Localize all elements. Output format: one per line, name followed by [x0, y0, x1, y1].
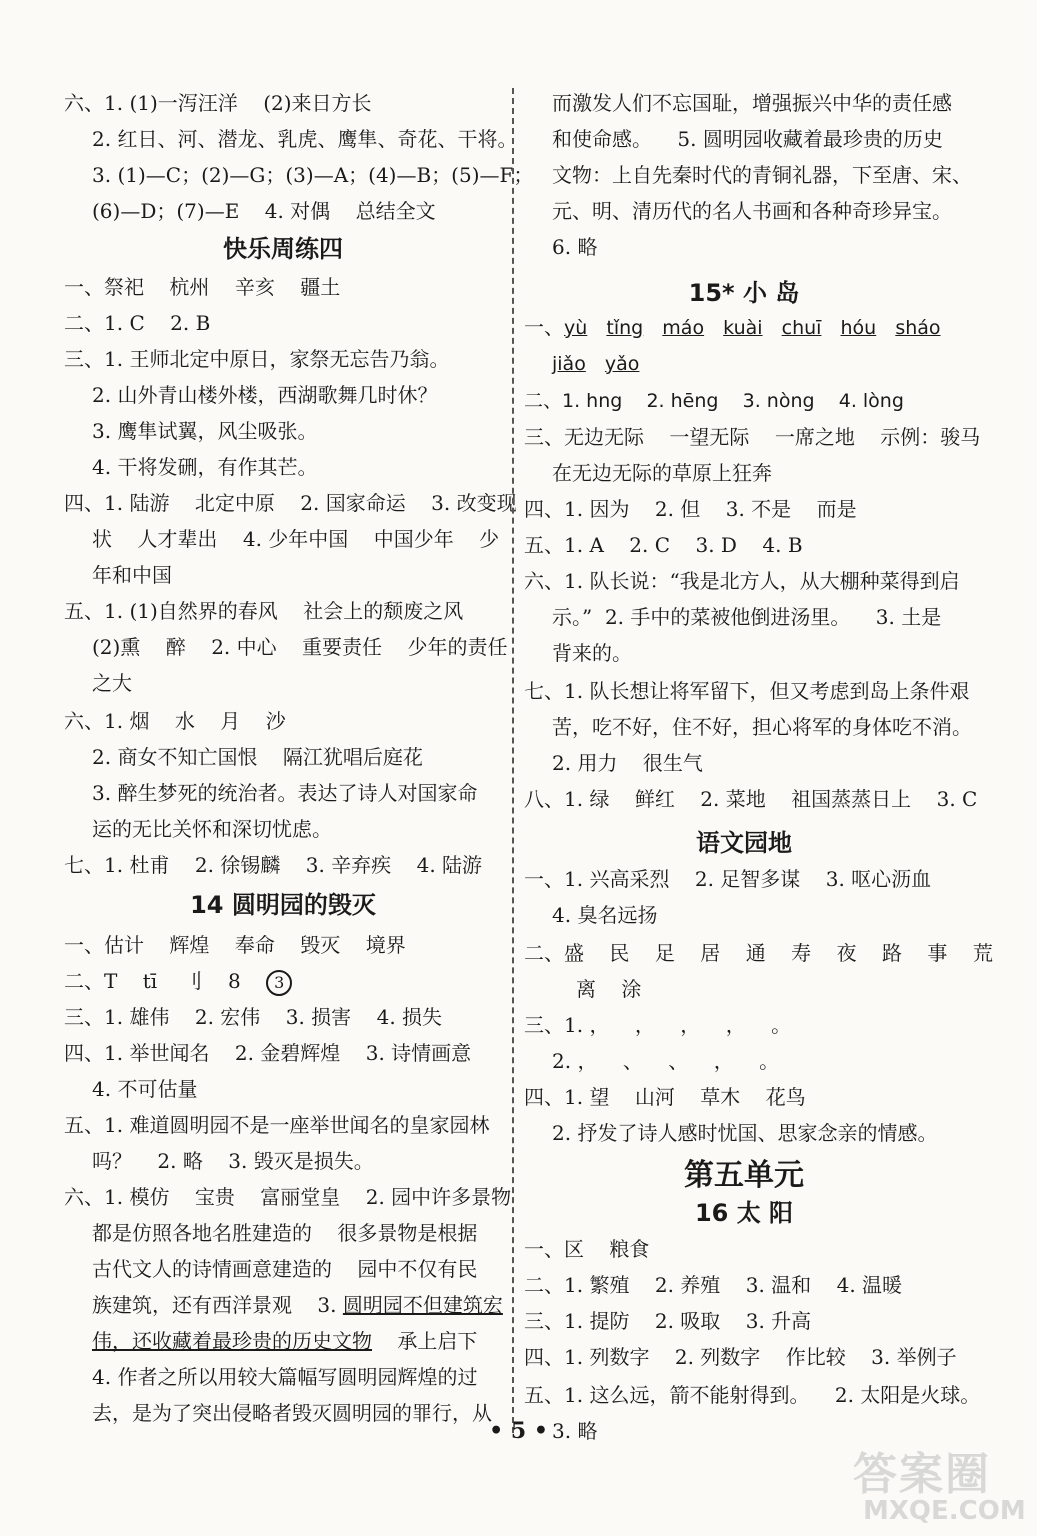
answer-line: 七、1. 队长想让将军留下，但又考虑到岛上条件艰	[524, 679, 970, 703]
answer-line: 4. 臭名远扬	[552, 903, 658, 927]
answer-line: 离 涂	[576, 977, 642, 1001]
answer-line: 吗？ 2. 略 3. 毁灭是损失。	[92, 1149, 374, 1173]
answer-line: 4. 作者之所以用较大篇幅写圆明园辉煌的过	[92, 1365, 478, 1389]
lesson-heading: 14 圆明园的毁灭	[190, 891, 376, 919]
answer-line: 2. 山外青山楼外楼，西湖歌舞几时休？	[92, 383, 438, 407]
watermark-url: MXQE.COM	[863, 1496, 1026, 1526]
answer-line: 背来的。	[552, 641, 632, 665]
answer-line: 三、1. 提防 2. 吸取 3. 升高	[524, 1309, 812, 1333]
answer-line: 六、1. 模仿 宝贵 富丽堂皇 2. 园中许多景物	[64, 1185, 512, 1209]
answer-line: 五、1. (1)自然界的春风 社会上的颓废之风	[64, 599, 464, 623]
answer-line: 六、1. 队长说：“我是北方人，从大棚种菜得到启	[524, 569, 960, 593]
answer-line: 年和中国	[92, 563, 172, 587]
answer-line: 二、1. hng 2. hēng 3. nòng 4. lòng	[524, 390, 904, 412]
answer-line	[64, 966, 292, 996]
section-heading: 语文园地	[696, 829, 792, 857]
answer-line: 2. ， 、 、 ， 。	[552, 1049, 780, 1073]
answer-text: 族建筑，还有西洋景观 3.	[92, 1293, 343, 1317]
pinyin-answer: hóu	[840, 317, 877, 339]
answer-line: 3. 醉生梦死的统治者。表达了诗人对国家命	[92, 781, 478, 805]
answer-line: 四、1. 举世闻名 2. 金碧辉煌 3. 诗情画意	[64, 1041, 472, 1065]
answer-line: 二、1. 繁殖 2. 养殖 3. 温和 4. 温暖	[524, 1273, 903, 1297]
answer-line: 6. 略	[552, 235, 598, 259]
answer-line: 文物：上自先秦时代的青铜礼器，下至唐、宋、	[552, 163, 972, 187]
lesson-heading: 15* 小 岛	[688, 279, 800, 307]
answer-line: 去，是为了突出侵略者毁灭圆明园的罪行，从	[92, 1401, 492, 1425]
underlined-answer: 伟，还收藏着最珍贵的历史文物	[92, 1329, 372, 1353]
answer-line: 三、1. 王师北定中原日，家祭无忘告乃翁。	[64, 347, 450, 371]
answer-line: (2)熏 醉 2. 中心 重要责任 少年的责任	[92, 635, 508, 659]
pinyin-answer: máo	[662, 317, 705, 339]
pinyin-answer: jiǎo	[552, 353, 586, 375]
answer-line: 三、1. 雄伟 2. 宏伟 3. 损害 4. 损失	[64, 1005, 443, 1029]
unit-heading: 第五单元	[684, 1158, 804, 1193]
answer-line: 之大	[92, 671, 132, 695]
answer-line: 五、1. A 2. C 3. D 4. B	[524, 533, 803, 557]
answer-line: 4. 干将发硎，有作其芒。	[92, 455, 318, 479]
answer-line: 和使命感。 5. 圆明园收藏着最珍贵的历史	[552, 127, 943, 151]
answer-line: 3. 略	[552, 1419, 598, 1443]
answer-line: 六、1. (1)一泻汪洋 (2)来日方长	[64, 91, 372, 115]
answer-line: 四、1. 陆游 北定中原 2. 国家命运 3. 改变现	[64, 491, 517, 515]
answer-line: 2. 商女不知亡国恨 隔江犹唱后庭花	[92, 745, 423, 769]
watermark-logo: 答案圈	[853, 1449, 991, 1500]
pinyin-line	[524, 312, 941, 343]
circled-number: 3	[266, 970, 292, 996]
answer-line: 二、盛 民 足 居 通 寿 夜 路 事 荒	[524, 941, 993, 965]
column-divider	[512, 88, 514, 1433]
section-heading: 快乐周练四	[223, 235, 343, 263]
answer-line: 一、1. 兴高采烈 2. 足智多谋 3. 呕心沥血	[524, 867, 932, 891]
answer-line: 苦，吃不好，住不好，担心将军的身体吃不消。	[552, 715, 972, 739]
answer-line: 运的无比关怀和深切忧虑。	[92, 817, 332, 841]
answer-line: 2. 红日、河、潜龙、乳虎、鹰隼、奇花、干将。	[92, 127, 518, 151]
pinyin-answer: sháo	[895, 317, 941, 339]
answer-line: 四、1. 因为 2. 但 3. 不是 而是	[524, 497, 857, 521]
answer-text: 二、T tī 刂 8	[64, 969, 241, 993]
answer-line: 4. 不可估量	[92, 1077, 198, 1101]
answer-line: 二、1. C 2. B	[64, 311, 211, 335]
answer-line: 一、祭祀 杭州 辛亥 疆土	[64, 275, 341, 299]
watermark	[833, 1430, 1026, 1530]
pinyin-answer: tǐng	[606, 317, 644, 339]
answer-line: 七、1. 杜甫 2. 徐锡麟 3. 辛弃疾 4. 陆游	[64, 853, 483, 877]
answer-line: 示。” 2. 手中的菜被他倒进汤里。 3. 土是	[552, 605, 942, 629]
answer-line: 五、1. 难道圆明园不是一座举世闻名的皇家园林	[64, 1113, 490, 1137]
page-number: • 5 •	[489, 1418, 548, 1444]
answer-line: 一、估计 辉煌 奉命 毁灭 境界	[64, 933, 406, 957]
answer-line: 3. 鹰隼试翼，风尘吸张。	[92, 419, 318, 443]
pinyin-answer: kuài	[723, 317, 763, 339]
pinyin-answer: yù	[564, 317, 588, 339]
answer-line: 状 人才辈出 4. 少年中国 中国少年 少	[92, 527, 500, 551]
answer-line: 在无边无际的草原上狂奔	[552, 461, 772, 485]
answer-line: 三、1. ， ， ， ， 。	[524, 1013, 792, 1037]
answer-line	[92, 1290, 503, 1320]
answer-line: 3. (1)—C；(2)—G；(3)—A；(4)—B；(5)—F；	[92, 163, 534, 187]
answer-line: 四、1. 望 山河 草木 花鸟	[524, 1085, 806, 1109]
answer-line: 一、区 粮食	[524, 1237, 650, 1261]
answer-line: 2. 用力 很生气	[552, 751, 703, 775]
underlined-answer: 圆明园不但建筑宏	[342, 1293, 503, 1317]
answer-line: 元、明、清历代的名人书画和各种奇珍异宝。	[552, 199, 952, 223]
answer-line: 五、1. 这么远，箭不能射得到。 2. 太阳是火球。	[524, 1383, 981, 1407]
answer-text: 承上启下	[372, 1329, 478, 1353]
pinyin-answer: yǎo	[604, 353, 640, 375]
answer-line: 三、无边无际 一望无际 一席之地 示例：骏马	[524, 425, 981, 449]
answer-line: 四、1. 列数字 2. 列数字 作比较 3. 举例子	[524, 1345, 957, 1369]
answer-line: 八、1. 绿 鲜红 2. 菜地 祖国蒸蒸日上 3. C	[524, 787, 978, 811]
lesson-heading: 16 太 阳	[694, 1199, 794, 1227]
pinyin-answer: chuī	[781, 317, 822, 339]
answer-line: 古代文人的诗情画意建造的 园中不仅有民	[92, 1257, 478, 1281]
answer-line: 2. 抒发了诗人感时忧国、思家念亲的情感。	[552, 1121, 938, 1145]
answer-line: 都是仿照各地名胜建造的 很多景物是根据	[92, 1221, 478, 1245]
answer-line: (6)—D；(7)—E 4. 对偶 总结全文	[92, 199, 436, 223]
answer-text: 一、	[524, 315, 564, 339]
answer-line: 六、1. 烟 水 月 沙	[64, 709, 286, 733]
pinyin-line	[552, 348, 639, 379]
answer-line: 而激发人们不忘国耻，增强振兴中华的责任感	[552, 91, 952, 115]
answer-line	[92, 1326, 477, 1356]
